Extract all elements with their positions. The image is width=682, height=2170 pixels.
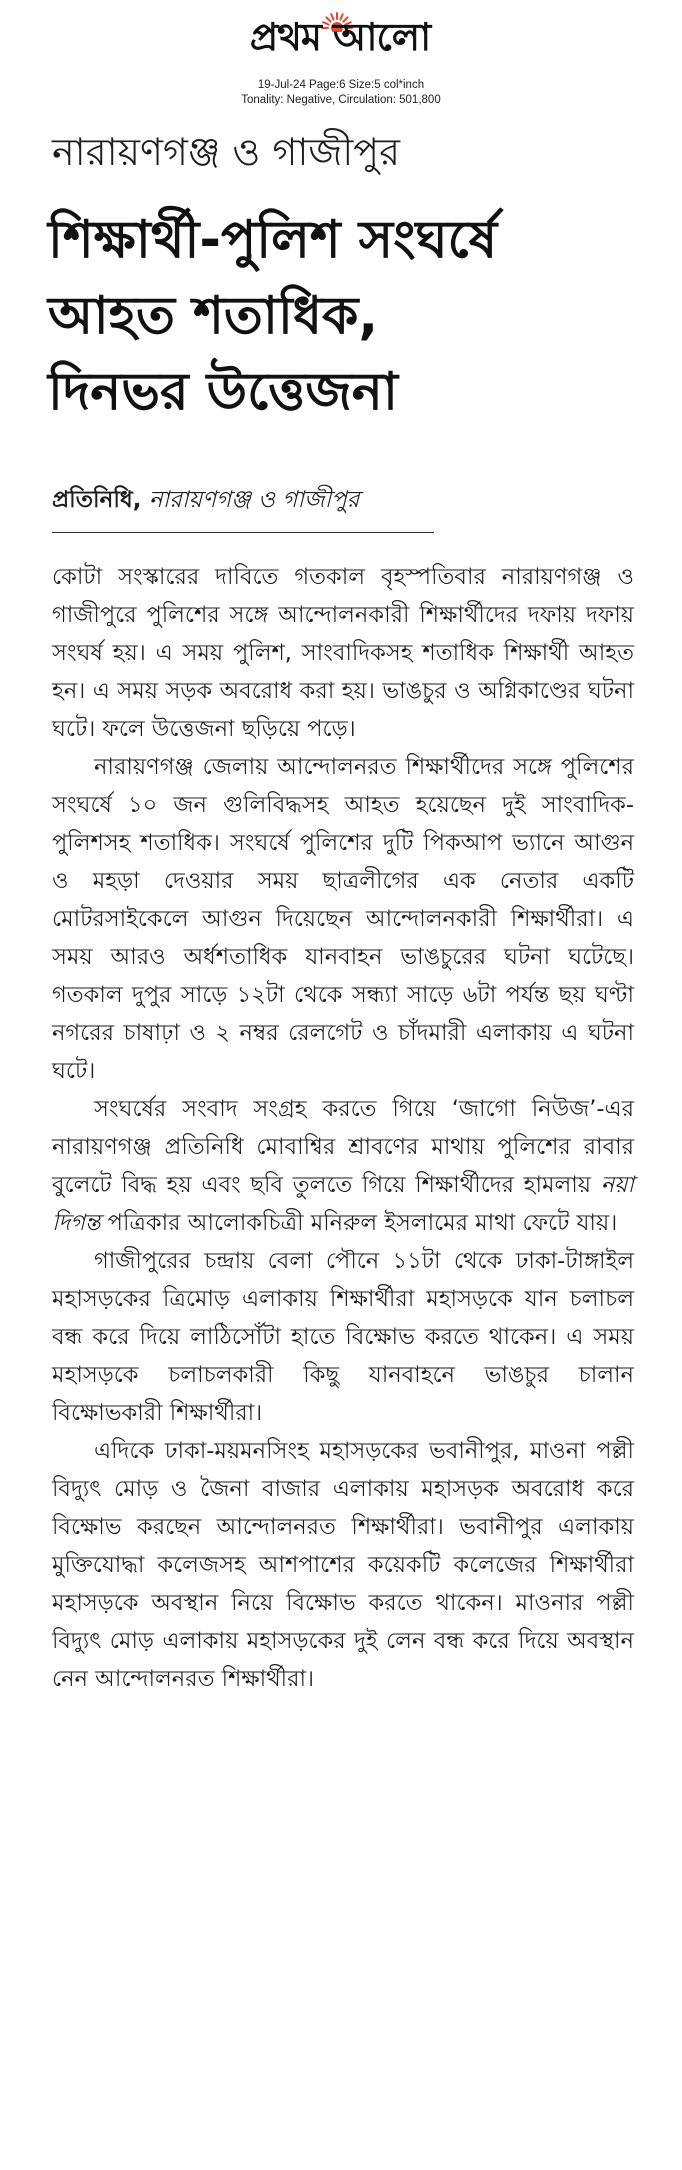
newspaper-logo bbox=[205, 8, 475, 68]
byline bbox=[52, 484, 359, 516]
byline-place: নারায়ণগঞ্জ ও গাজীপুর bbox=[148, 487, 360, 513]
clip-meta-tonality: Tonality: Negative, Circulation: 501,800 bbox=[241, 94, 441, 106]
headline-line: দিনভর উত্তেজনা bbox=[48, 362, 398, 422]
article-paragraph bbox=[52, 1090, 634, 1242]
article-headline bbox=[48, 202, 648, 430]
masthead bbox=[0, 0, 682, 110]
article-body bbox=[52, 558, 634, 2148]
headline-line: শিক্ষার্থী-পুলিশ সংঘর্ষে bbox=[48, 210, 498, 270]
byline-name: প্রতিনিধি, bbox=[52, 487, 142, 513]
paragraph-text: সংঘর্ষের সংবাদ সংগ্রহ করতে গিয়ে ‘জাগো নিউজ’-এর নারায়ণগঞ্জ প্রতিনিধি মোবাশ্বির শ্রাবণের মাথায় পুলিশের রাবার বুলেটে বিদ্ধ হয় এবং ছবি তুলতে গিয়ে শিক্ষার্থীদের হামলায় bbox=[52, 1096, 634, 1198]
newspaper-name: নয়া দিগন্ত bbox=[52, 1172, 635, 1236]
article-paragraph: নারায়ণগঞ্জ জেলায় আন্দোলনরত শিক্ষার্থীদের সঙ্গে পুলিশের সংঘর্ষে ১০ জন গুলিবিদ্ধসহ আহত হয়েছেন দুই সাংবাদিক-পুলিশসহ শতাধিক। সংঘর্ষে পুলিশের দুটি পিকআপ ভ্যানে আগুন ও মহড়া দেওয়ার সময় ছাত্রলীগের এক নেতার একটি মোটরসাইকেলে আগুন দিয়েছেন আন্দোলনকারী শিক্ষার্থীরা। এ সময় আরও অর্ধশতাধিক যানবাহন ভাঙচুরের ঘটনা ঘটেছে। গতকাল দুপুর সাড়ে ১২টা থেকে সন্ধ্যা সাড়ে ৬টা পর্যন্ত ছয় ঘণ্টা নগরের চাষাঢ়া ও ২ নম্বর রেলগেট ও চাঁদমারী এলাকায় এ ঘটনা ঘটে। bbox=[52, 754, 634, 1084]
paragraph-text: পত্রিকার আলোকচিত্রী মনিরুল ইসলামের মাথা ফেটে যায়। bbox=[107, 1210, 618, 1236]
article-kicker: নারায়ণগঞ্জ ও গাজীপুর bbox=[52, 130, 400, 174]
article-paragraph: এদিকে ঢাকা-ময়মনসিংহ মহাসড়কের ভবানীপুর, মাওনা পল্লী বিদ্যুৎ মোড় ও জৈনা বাজার এলাকায় মহাসড়ক অবরোধ করে বিক্ষোভ করছেন আন্দোলনরত শিক্ষার্থীরা। ভবানীপুর এলাকায় মুক্তিযোদ্ধা কলেজসহ আশপাশের কয়েকটি কলেজের শিক্ষার্থীরা মহাসড়কে অবস্থান নিয়ে বিক্ষোভ করতে থাকেন। মাওনার পল্লী বিদ্যুৎ মোড় এলাকায় মহাসড়কের দুই লেন বন্ধ করে দিয়ে অবস্থান নেন আন্দোলনরত শিক্ষার্থীরা। bbox=[52, 1438, 634, 1692]
article-paragraph: কোটা সংস্কারের দাবিতে গতকাল বৃহস্পতিবার নারায়ণগঞ্জ ও গাজীপুরে পুলিশের সঙ্গে আন্দোলনকারী শিক্ষার্থীদের দফায় দফায় সংঘর্ষ হয়। এ সময় পুলিশ, সাংবাদিকসহ শতাধিক শিক্ষার্থী আহত হন। এ সময় সড়ক অবরোধ করা হয়। ভাঙচুর ও অগ্নিকাণ্ডের ঘটনা ঘটে। ফলে উত্তেজনা ছড়িয়ে পড়ে। bbox=[52, 564, 634, 742]
newspaper-logo-text: প্রথম আলো bbox=[249, 15, 431, 59]
headline-line: আহত শতাধিক, bbox=[48, 286, 379, 346]
article-paragraph: গাজীপুরের চন্দ্রায় বেলা পৌনে ১১টা থেকে ঢাকা-টাঙ্গাইল মহাসড়কের ত্রিমোড় এলাকায় শিক্ষার্থীরা মহাসড়কে যান চলাচল বন্ধ করে দিয়ে লাঠিসোঁটা হাতে বিক্ষোভ করতে থাকেন। এ সময় মহাসড়কে চলাচলকারী কিছু যানবাহনে ভাঙচুর চালান বিক্ষোভকারী শিক্ষার্থীরা। bbox=[52, 1248, 634, 1426]
clip-meta-date-page: 19-Jul-24 Page:6 Size:5 col*inch bbox=[257, 79, 425, 91]
byline-divider bbox=[52, 532, 434, 533]
